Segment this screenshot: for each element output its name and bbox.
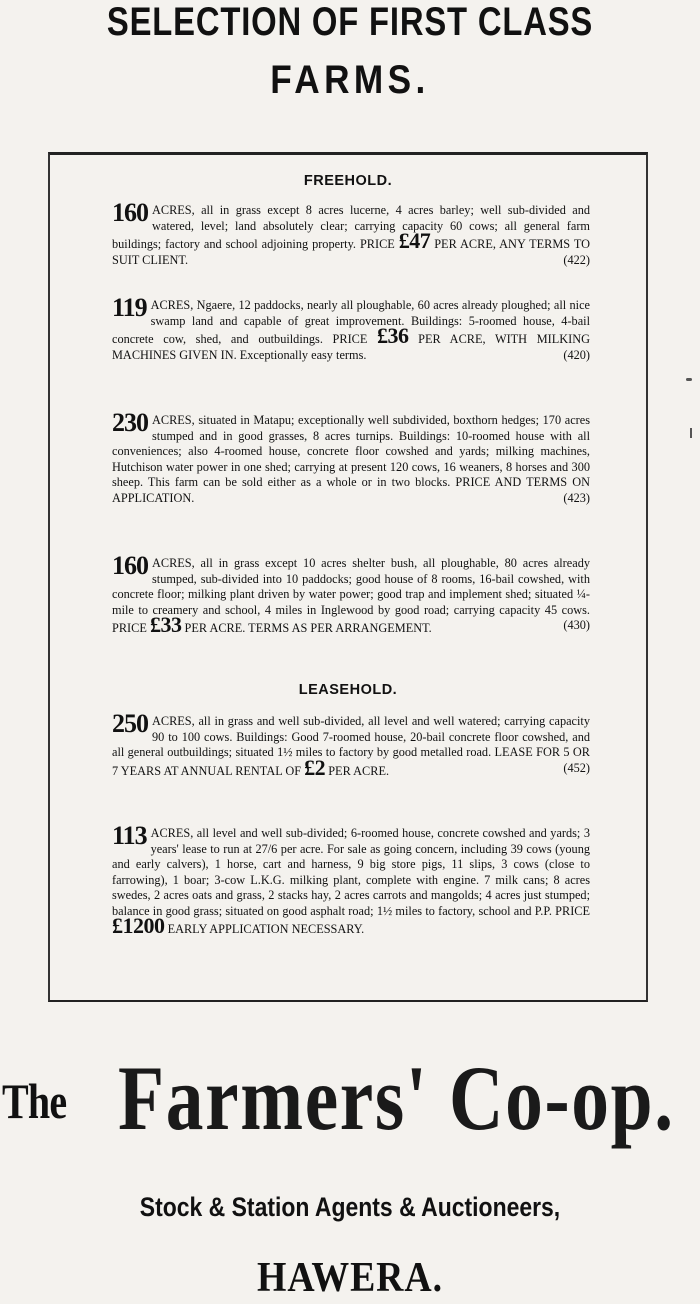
listing-text: ACRES, all level and well sub-divided; 6-roomed house, concrete cowshed and yards; 3 years' lease to run at 27/6 per acre. For sale as going concern, including 39 cows (young and early calvers), 1 horse, cart and harness, 9 big store pigs, 11 slips, 3 cows (close to farrowing), 1 boar; 3-cow L.K.G. milking plant, complete with engine. 7 milk cans; 8 acres swedes, 2 acres oats and grass, 2 stacks hay, 2 acres carrots and mangolds; 4 acres just stumped; balance in good grass; situated on good asphalt road; 1½ miles to factory, school and P.P. PRICE xyxy=(112,826,590,918)
listing-acres: 230 xyxy=(112,408,148,437)
listing-acres: 250 xyxy=(112,709,148,738)
listing-terms: EARLY APPLICATION NECESSARY. xyxy=(167,922,365,936)
listing-text: ACRES, all in grass and well sub-divided, all level and well watered; carrying capacity 90 to 100 cows. Buildings: Good 7-roomed house, 20-bail concrete floor cowshed, and all general outbuildings; situated 1½ miles to factory by good metalled road. LEASE FOR 5 OR 7 YEARS AT ANNUAL RENTAL OF xyxy=(112,714,590,778)
listing-ref: (422) xyxy=(563,252,590,267)
listing-acres: 160 xyxy=(112,551,148,580)
listing-terms: PER ACRE, WITH MILKING MACHINES GIVEN IN. Exceptionally easy terms. xyxy=(112,332,590,362)
print-speck xyxy=(686,378,692,381)
listing-price: £2 xyxy=(304,754,326,780)
company-tagline: Stock & Station Agents & Auctioneers, xyxy=(139,1192,561,1222)
listing-ref: (430) xyxy=(563,618,590,632)
listing-ref: (452) xyxy=(563,760,590,775)
leasehold-heading: LEASEHOLD. xyxy=(298,682,398,698)
listing-acres: 119 xyxy=(112,293,147,322)
advert-title-line2: FARMS. xyxy=(270,58,430,102)
company-town: HAWERA. xyxy=(257,1255,443,1301)
company-name: Farmers' Co-op. xyxy=(118,1047,675,1149)
footer-the: The xyxy=(2,1073,67,1129)
listing-price: £33 xyxy=(149,612,182,637)
freehold-heading: FREEHOLD. xyxy=(303,173,393,189)
listing-price: £47 xyxy=(398,228,431,253)
listing-item xyxy=(112,293,590,363)
listing-item xyxy=(112,551,590,637)
listing-item xyxy=(112,408,590,506)
print-speck xyxy=(690,428,692,438)
listing-ref: (420) xyxy=(563,347,590,362)
listing-item xyxy=(112,709,590,780)
advert-title-line1: SELECTION OF FIRST CLASS xyxy=(106,0,594,44)
listing-acres: 160 xyxy=(112,198,148,227)
listing-text: ACRES, Ngaere, 12 paddocks, nearly all ploughable, 60 acres already ploughed; all nice swamp land and capable of great improvement. Buildings: 5-roomed house, 4-bail concrete cow, shed, and outbuildings. PRICE xyxy=(112,298,590,346)
listing-price: £1200 xyxy=(112,913,165,938)
listing-text: ACRES, all in grass except 10 acres shelter bush, all ploughable, 80 acres already stumped, sub-divided into 10 paddocks; good house of 8 rooms, 16-bail cowshed, with concrete floor; milking plant driven by water power; good trap and implement shed; situated ¼-mile to creamery and school, 4 miles in Inglewood by good road; carrying capacity 45 cows. PRICE xyxy=(112,556,590,635)
listing-item xyxy=(112,198,590,268)
listing-text: ACRES, all in grass except 8 acres lucerne, 4 acres barley; well sub-divided and watered, level; land absolutely clear; carrying capacity 60 cows; all general farm buildings; factory and school adjoining property. PRICE xyxy=(112,203,590,251)
listing-text: ACRES, situated in Matapu; exceptionally well subdivided, boxthorn hedges; 170 acres stumped and in good grasses, 8 acres turnips. Buildings: 10-roomed house with all conveniences; also 4-roomed house, concrete floor cowshed and yards; milking machines, Hutchison water power in one shed; carrying at present 120 cows, 16 weaners, 8 horses and 300 sheep. This farm can be sold either as a whole or in two blocks. PRICE AND TERMS ON APPLICATION. xyxy=(112,413,590,505)
listing-terms: PER ACRE. xyxy=(328,763,390,778)
listing-terms: PER ACRE, ANY TERMS TO SUIT CLIENT. xyxy=(112,237,590,267)
listing-acres: 113 xyxy=(112,821,147,850)
listing-ref: (423) xyxy=(563,490,590,505)
listing-terms: PER ACRE. TERMS AS PER ARRANGEMENT. xyxy=(184,621,432,635)
listing-item xyxy=(112,821,590,938)
listing-price: £36 xyxy=(377,323,409,348)
